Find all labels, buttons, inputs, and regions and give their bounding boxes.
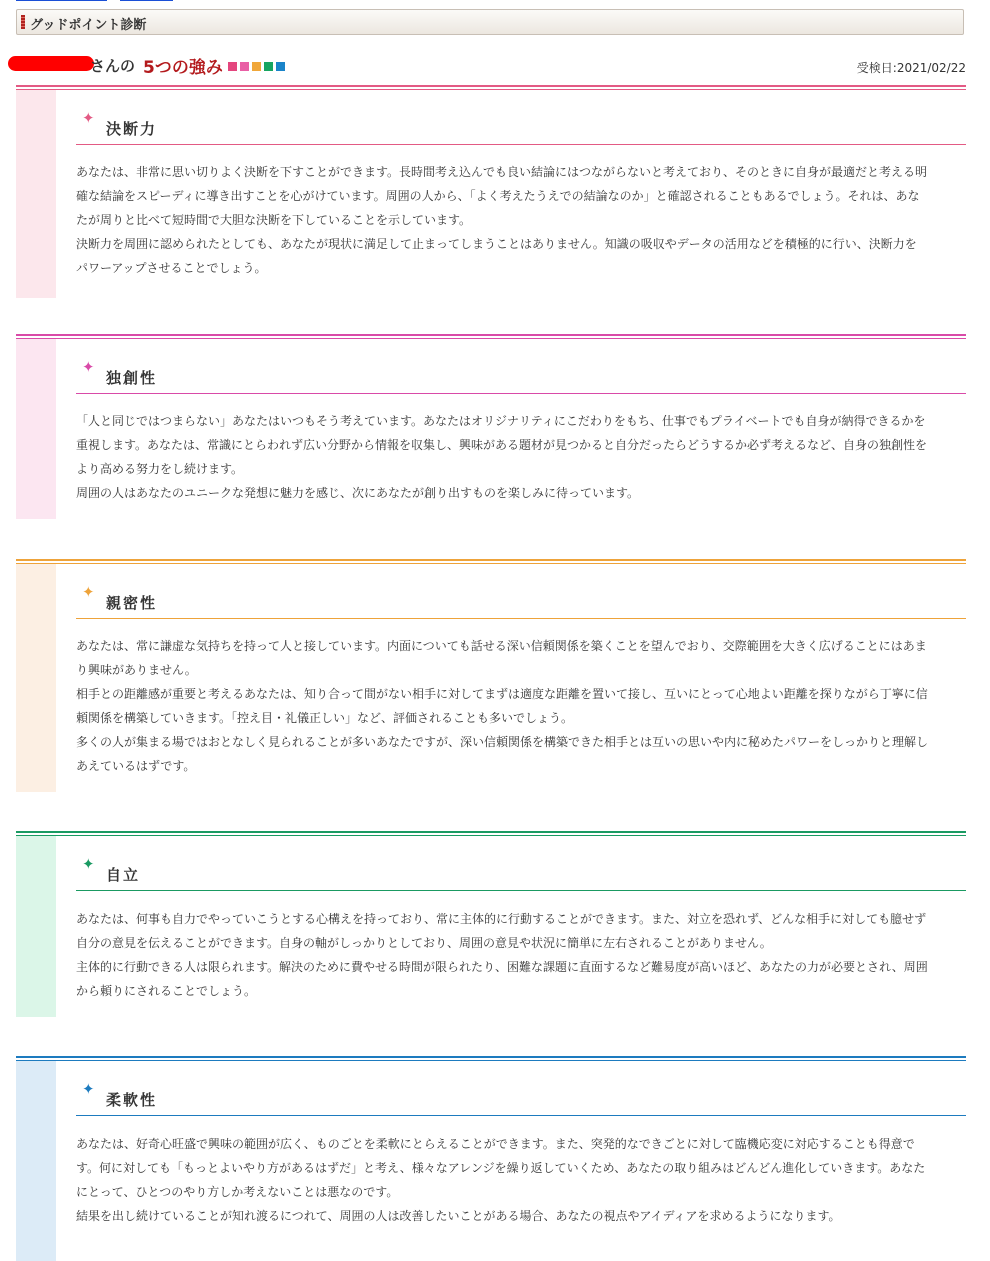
card-top-rule <box>16 334 966 339</box>
strength-card <box>16 85 966 298</box>
redacted-name <box>8 56 94 71</box>
card-paragraph: あなたは、常に謙虚な気持ちを持って人と接しています。内面についても話せる深い信頼関係を築くことを望んでおり、交際範囲を大きく広げることにはあまり興味がありません。 <box>76 639 927 677</box>
card-paragraph: 周囲の人はあなたのユニークな発想に魅力を感じ、次にあなたが創り出すものを楽しみに待っています。 <box>76 486 640 500</box>
card-heading-row <box>76 583 966 619</box>
card-body <box>76 634 928 778</box>
card-paragraph: あなたは、非常に思い切りよく決断を下すことができます。長時間考え込んでも良い結論にはつながらないと考えており、そのときに自身が最適だと考える明確な結論をスピーディに導き出すことを心がけています。周囲の人から、「よく考えたうえでの結論なのか」と確認されることもあるでしょう。それは、あなたが周りと比べて短時間で大胆な決断を下していることを示しています。 <box>76 165 928 227</box>
color-square <box>252 62 261 71</box>
card-heading-row <box>76 109 966 145</box>
card-side-band <box>16 564 56 792</box>
card-side-band <box>16 1061 56 1261</box>
section-header-title: グッドポイント診断 <box>30 18 147 33</box>
card-body <box>76 907 928 1003</box>
card-paragraph: 結果を出し続けていることが知れ渡るにつれて、周囲の人は改善したいことがある場合、あなたの視点やアイディアを求めるようになります。 <box>76 1209 841 1223</box>
card-top-rule <box>16 1056 966 1061</box>
card-paragraph: 主体的に行動できる人は限られます。解決のために費やせる時間が限られたり、困難な課題に直面するなど難易度が高いほど、あなたの力が必要とされ、周囲から頼りにされることでしょう。 <box>76 960 928 998</box>
card-top-rule <box>16 831 966 836</box>
strength-card <box>16 334 966 519</box>
card-paragraph: あなたは、何事も自力でやっていこうとする心構えを持っており、常に主体的に行動することができます。また、対立を恐れず、どんな相手に対しても臆せず自分の意見を伝えることができます。自身の軸がしっかりとしており、周囲の意見や状況に簡単に左右されることがありません。 <box>76 912 927 950</box>
card-side-band <box>16 339 56 519</box>
card-paragraph: 「人と同じではつまらない」あなたはいつもそう考えています。あなたはオリジナリティにこだわりをもち、仕事でもプライベートでも自身が納得できるかを重視します。あなたは、常識にとらわれず広い分野から情報を収集し、興味がある題材が見つかると自分だったらどうするか必ず考えるなど、自身の独創性をより高める努力をし続けます。 <box>76 414 928 476</box>
strength-card <box>16 1056 966 1261</box>
card-paragraph: 多くの人が集まる場ではおとなしく見られることが多いあなたですが、深い信頼関係を構築できた相手とは互いの思いや内に秘めたパワーをしっかりと理解しあえているはずです。 <box>76 735 929 773</box>
sparkle-icon: ✦ <box>82 1080 95 1098</box>
card-heading: 決断力 <box>106 120 158 138</box>
color-square <box>276 62 285 71</box>
header-marker-icon <box>21 15 25 29</box>
exam-date: 受検日:2021/02/22 <box>856 61 966 75</box>
card-heading-row <box>76 358 966 394</box>
sparkle-icon: ✦ <box>82 583 95 601</box>
card-paragraph: 決断力を周囲に認められたとしても、あなたが現状に満足して止まってしまうことはありません。知識の吸収やデータの活用などを積極的に行い、決断力をパワーアップさせることでしょう。 <box>76 237 917 275</box>
card-body <box>76 1132 928 1228</box>
color-squares <box>228 62 285 71</box>
name-suffix: さんの <box>90 57 136 75</box>
card-heading: 独創性 <box>106 369 158 387</box>
card-heading: 柔軟性 <box>106 1091 158 1109</box>
sparkle-icon: ✦ <box>82 855 95 873</box>
card-side-band <box>16 90 56 298</box>
card-top-rule <box>16 85 966 90</box>
card-side-band <box>16 836 56 1017</box>
sparkle-icon: ✦ <box>82 109 95 127</box>
card-heading-row <box>76 855 966 891</box>
strengths-label: 5つの強み <box>143 58 223 78</box>
card-heading: 親密性 <box>106 594 158 612</box>
card-heading: 自立 <box>106 866 141 884</box>
color-square <box>264 62 273 71</box>
card-heading-row <box>76 1080 966 1116</box>
strengths-title-row <box>8 52 966 82</box>
card-body <box>76 160 928 280</box>
top-link-underline[interactable] <box>120 0 173 1</box>
sparkle-icon: ✦ <box>82 358 95 376</box>
color-square <box>240 62 249 71</box>
strength-card <box>16 831 966 1017</box>
top-link-underline[interactable] <box>16 0 107 1</box>
card-paragraph: あなたは、好奇心旺盛で興味の範囲が広く、ものごとを柔軟にとらえることができます。また、突発的なできごとに対して臨機応変に対応することも得意です。何に対しても「もっとよいやり方があるはずだ」と考え、様々なアレンジを繰り返していくため、あなたの取り組みはどんどん進化していきます。あなたにとって、ひとつのやり方しか考えないことは悪なのです。 <box>76 1137 926 1199</box>
card-body <box>76 409 928 505</box>
section-header-bar <box>16 9 964 35</box>
strength-card <box>16 559 966 792</box>
card-top-rule <box>16 559 966 564</box>
color-square <box>228 62 237 71</box>
card-paragraph: 相手との距離感が重要と考えるあなたは、知り合って間がない相手に対してまずは適度な距離を置いて接し、互いにとって心地よい距離を探りながら丁寧に信頼関係を構築していきます。「控え目・礼儀正しい」など、評価されることも多いでしょう。 <box>76 687 928 725</box>
top-links <box>16 0 176 2</box>
